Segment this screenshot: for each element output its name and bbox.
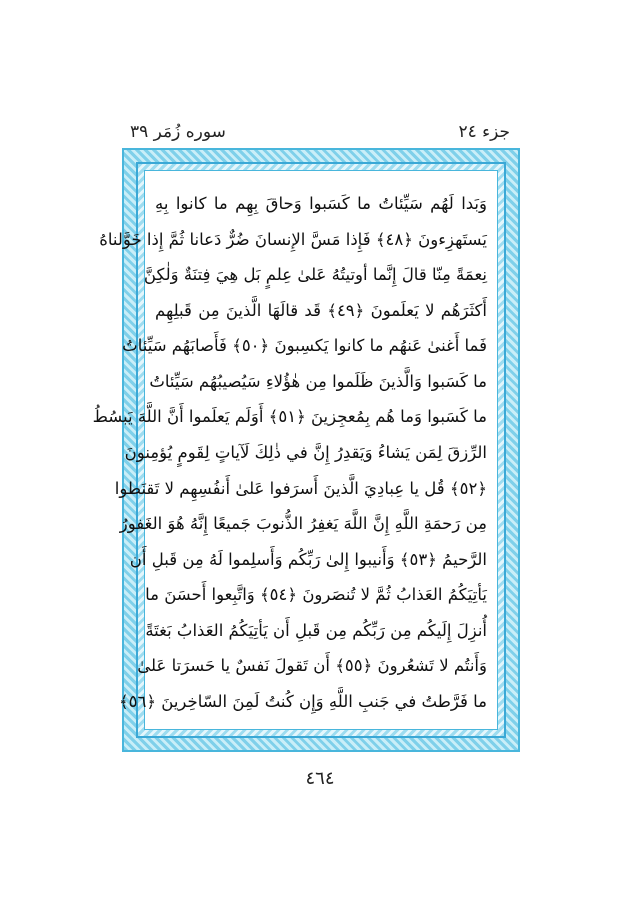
text-panel [92, 170, 498, 730]
verse-line: وَبَدا لَهُم سَيِّئاتُ ما كَسَبوا وَحاقَ بِهِم ما كانوا بِهِ [155, 194, 487, 213]
ornamental-border [92, 148, 520, 752]
verse-line: مِن رَحمَةِ اللَّهِ إِنَّ اللَّهَ يَغفِرُ الذُّنوبَ جَميعًا إِنَّهُ هُوَ الغَفورُ [119, 514, 487, 534]
verse-line: ﴿٥٢﴾ قُل يا عِبادِيَ الَّذينَ أَسرَفوا عَلىٰ أَنفُسِهِم لا تَقنَطوا [114, 478, 487, 498]
verse-line: وَأَنتُم لا تَشعُرونَ ﴿٥٥﴾ أَن تَقولَ نَفسٌ يا حَسرَتا عَلىٰ [137, 656, 487, 676]
verse-line: أَكثَرَهُم لا يَعلَمونَ ﴿٤٩﴾ قَد قالَهَا الَّذينَ مِن قَبلِهِم [155, 300, 487, 320]
juz-label: جزء ٢٤ [458, 122, 510, 142]
verse-line: نِعمَةً مِنّا قالَ إِنَّما أوتيتُهُ عَلىٰ عِلمٍ بَل هِيَ فِتنَةٌ وَلٰكِنَّ [143, 265, 487, 285]
verse-line: فَما أَغنىٰ عَنهُم ما كانوا يَكسِبونَ ﴿٥٠﴾ فَأَصابَهُم سَيِّئاتُ [122, 336, 487, 356]
page-number: ٤٦٤ [305, 768, 335, 789]
surah-label: سوره زُمَر ٣٩ [130, 122, 226, 142]
verse-line: أُنزِلَ إِلَيكُم مِن رَبِّكُم مِن قَبلِ أَن يَأتِيَكُمُ العَذابُ بَغتَةً [145, 620, 487, 640]
verse-line: الرِّزقَ لِمَن يَشاءُ وَيَقدِرُ إِنَّ في ذٰلِكَ لَآياتٍ لِقَومٍ يُؤمِنونَ [124, 442, 487, 462]
ornamental-border-inner [92, 162, 506, 738]
verse-line: ما كَسَبوا وَالَّذينَ ظَلَموا مِن هٰؤُلاءِ سَيُصيبُهُم سَيِّئاتُ [149, 371, 487, 391]
page-header [130, 118, 510, 146]
verse-line: يَستَهزِءونَ ﴿٤٨﴾ فَإِذا مَسَّ الإِنسانَ ضُرٌّ دَعانا ثُمَّ إِذا خَوَّلناهُ [99, 229, 487, 249]
verse-line: يَأتِيَكُمُ العَذابُ ثُمَّ لا تُنصَرونَ ﴿٥٤﴾ وَاتَّبِعوا أَحسَنَ ما [145, 585, 487, 605]
verse-line: الرَّحيمُ ﴿٥٣﴾ وَأَنيبوا إِلىٰ رَبِّكُم وَأَسلِموا لَهُ مِن قَبلِ أَن [129, 549, 487, 569]
verse-text-block [92, 189, 487, 717]
verse-line: ما فَرَّطتُ في جَنبِ اللَّهِ وَإِن كُنتُ لَمِنَ السّاخِرينَ ﴿٥٦﴾ [118, 691, 487, 711]
verse-line: ما كَسَبوا وَما هُم بِمُعجِزينَ ﴿٥١﴾ أَوَلَم يَعلَموا أَنَّ اللَّهَ يَبسُطُ [92, 407, 487, 427]
